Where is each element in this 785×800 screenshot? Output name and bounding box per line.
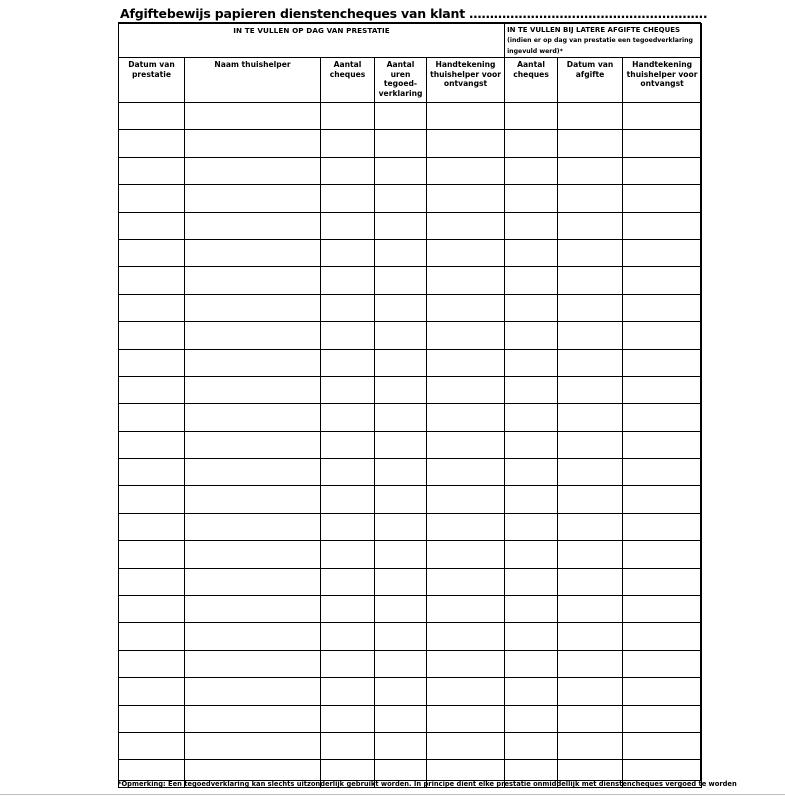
table-cell[interactable] bbox=[505, 322, 558, 349]
table-cell[interactable] bbox=[321, 678, 375, 705]
table-cell[interactable] bbox=[185, 349, 321, 376]
table-cell[interactable] bbox=[623, 103, 702, 130]
table-cell[interactable] bbox=[623, 212, 702, 239]
table-cell[interactable] bbox=[321, 513, 375, 540]
table-cell[interactable] bbox=[321, 157, 375, 184]
table-cell[interactable] bbox=[558, 376, 623, 403]
table-cell[interactable] bbox=[558, 404, 623, 431]
table-cell[interactable] bbox=[427, 212, 505, 239]
table-cell[interactable] bbox=[427, 103, 505, 130]
table-cell[interactable] bbox=[505, 349, 558, 376]
table-cell[interactable] bbox=[505, 486, 558, 513]
table-cell[interactable] bbox=[505, 212, 558, 239]
table-cell[interactable] bbox=[558, 349, 623, 376]
table-row bbox=[119, 157, 702, 184]
table-row bbox=[119, 322, 702, 349]
table-cell[interactable] bbox=[119, 322, 185, 349]
table-cell[interactable] bbox=[623, 732, 702, 759]
table-cell[interactable] bbox=[321, 376, 375, 403]
cheque-table bbox=[118, 23, 702, 788]
table-cell[interactable] bbox=[558, 157, 623, 184]
table-cell[interactable] bbox=[505, 705, 558, 732]
table-cell[interactable] bbox=[558, 623, 623, 650]
table-cell[interactable] bbox=[185, 267, 321, 294]
table-cell[interactable] bbox=[558, 322, 623, 349]
table-cell[interactable] bbox=[185, 130, 321, 157]
table-cell[interactable] bbox=[185, 596, 321, 623]
table-row bbox=[119, 568, 702, 595]
table-cell[interactable] bbox=[558, 103, 623, 130]
table-cell[interactable] bbox=[321, 486, 375, 513]
table-frame bbox=[118, 23, 701, 781]
table-cell[interactable] bbox=[558, 732, 623, 759]
table-cell[interactable] bbox=[375, 486, 427, 513]
table-cell[interactable] bbox=[119, 568, 185, 595]
table-cell[interactable] bbox=[427, 431, 505, 458]
table-cell[interactable] bbox=[375, 431, 427, 458]
table-cell[interactable] bbox=[505, 596, 558, 623]
table-cell[interactable] bbox=[185, 732, 321, 759]
table-row bbox=[119, 486, 702, 513]
table-cell[interactable] bbox=[321, 431, 375, 458]
table-cell[interactable] bbox=[427, 541, 505, 568]
table-cell[interactable] bbox=[321, 596, 375, 623]
table-cell[interactable] bbox=[119, 103, 185, 130]
table-row bbox=[119, 267, 702, 294]
table-cell[interactable] bbox=[623, 486, 702, 513]
table-cell[interactable] bbox=[321, 212, 375, 239]
table-cell[interactable] bbox=[375, 596, 427, 623]
table-cell[interactable] bbox=[375, 459, 427, 486]
table-cell[interactable] bbox=[321, 568, 375, 595]
table-cell[interactable] bbox=[558, 486, 623, 513]
table-cell[interactable] bbox=[427, 376, 505, 403]
table-cell[interactable] bbox=[375, 404, 427, 431]
table-cell[interactable] bbox=[427, 678, 505, 705]
table-cell[interactable] bbox=[427, 596, 505, 623]
table-cell[interactable] bbox=[623, 568, 702, 595]
table-cell[interactable] bbox=[623, 239, 702, 266]
table-cell[interactable] bbox=[427, 130, 505, 157]
table-cell[interactable] bbox=[623, 404, 702, 431]
table-cell[interactable] bbox=[505, 650, 558, 677]
table-cell[interactable] bbox=[321, 705, 375, 732]
column-header-6: Aantal cheques bbox=[505, 58, 558, 103]
table-cell[interactable] bbox=[427, 732, 505, 759]
table-cell[interactable] bbox=[505, 294, 558, 321]
table-cell[interactable] bbox=[185, 212, 321, 239]
table-cell[interactable] bbox=[558, 678, 623, 705]
table-cell[interactable] bbox=[375, 541, 427, 568]
table-cell[interactable] bbox=[558, 212, 623, 239]
table-cell[interactable] bbox=[375, 650, 427, 677]
table-cell[interactable] bbox=[119, 130, 185, 157]
table-cell[interactable] bbox=[427, 157, 505, 184]
form-sheet bbox=[118, 5, 708, 98]
page-bottom-rule bbox=[0, 794, 785, 795]
table-cell[interactable] bbox=[375, 732, 427, 759]
section-header-note: (indien er op dag van prestatie een tegoedverklaring ingevuld werd)* bbox=[507, 37, 693, 55]
table-cell[interactable] bbox=[505, 376, 558, 403]
table-row bbox=[119, 239, 702, 266]
table-cell[interactable] bbox=[505, 541, 558, 568]
table-cell[interactable] bbox=[185, 650, 321, 677]
table-cell[interactable] bbox=[119, 541, 185, 568]
table-cell[interactable] bbox=[558, 267, 623, 294]
table-cell[interactable] bbox=[623, 294, 702, 321]
column-header-8: Handtekening thuishelper voor ontvangst bbox=[623, 58, 702, 103]
table-cell[interactable] bbox=[505, 678, 558, 705]
table-cell[interactable] bbox=[119, 596, 185, 623]
table-cell[interactable] bbox=[623, 513, 702, 540]
table-cell[interactable] bbox=[427, 404, 505, 431]
table-cell[interactable] bbox=[119, 431, 185, 458]
table-cell[interactable] bbox=[623, 349, 702, 376]
table-cell[interactable] bbox=[321, 650, 375, 677]
table-row bbox=[119, 294, 702, 321]
table-cell[interactable] bbox=[375, 349, 427, 376]
table-cell[interactable] bbox=[321, 732, 375, 759]
table-cell[interactable] bbox=[321, 459, 375, 486]
table-row bbox=[119, 431, 702, 458]
table-cell[interactable] bbox=[185, 513, 321, 540]
table-row bbox=[119, 130, 702, 157]
table-cell[interactable] bbox=[119, 157, 185, 184]
table-row bbox=[119, 376, 702, 403]
table-cell[interactable] bbox=[321, 322, 375, 349]
table-cell[interactable] bbox=[185, 678, 321, 705]
table-cell[interactable] bbox=[427, 459, 505, 486]
table-cell[interactable] bbox=[119, 732, 185, 759]
table-cell[interactable] bbox=[185, 239, 321, 266]
table-cell[interactable] bbox=[119, 650, 185, 677]
table-cell[interactable] bbox=[427, 294, 505, 321]
table-cell[interactable] bbox=[185, 431, 321, 458]
table-cell[interactable] bbox=[558, 541, 623, 568]
table-row bbox=[119, 103, 702, 130]
table-cell[interactable] bbox=[558, 513, 623, 540]
table-cell[interactable] bbox=[321, 103, 375, 130]
column-header-3: Aantal cheques bbox=[321, 58, 375, 103]
table-cell[interactable] bbox=[427, 486, 505, 513]
table-cell[interactable] bbox=[185, 322, 321, 349]
table-row bbox=[119, 459, 702, 486]
table-cell[interactable] bbox=[623, 322, 702, 349]
table-cell[interactable] bbox=[558, 294, 623, 321]
table-cell[interactable] bbox=[623, 157, 702, 184]
table-cell[interactable] bbox=[375, 157, 427, 184]
table-cell[interactable] bbox=[119, 349, 185, 376]
table-cell[interactable] bbox=[505, 459, 558, 486]
table-cell[interactable] bbox=[558, 130, 623, 157]
form-title: Afgiftebewijs papieren dienstencheques van klant …………………………………………………. bbox=[120, 6, 708, 21]
table-cell[interactable] bbox=[185, 459, 321, 486]
table-cell[interactable] bbox=[623, 678, 702, 705]
table-cell[interactable] bbox=[427, 623, 505, 650]
table-cell[interactable] bbox=[185, 376, 321, 403]
table-cell[interactable] bbox=[375, 294, 427, 321]
table-cell[interactable] bbox=[623, 267, 702, 294]
title-row bbox=[118, 5, 708, 23]
table-row bbox=[119, 212, 702, 239]
table-cell[interactable] bbox=[321, 541, 375, 568]
table-row bbox=[119, 650, 702, 677]
table-cell[interactable] bbox=[558, 596, 623, 623]
table-cell[interactable] bbox=[427, 267, 505, 294]
table-row bbox=[119, 513, 702, 540]
table-cell[interactable] bbox=[119, 459, 185, 486]
table-cell[interactable] bbox=[505, 130, 558, 157]
table-cell[interactable] bbox=[558, 705, 623, 732]
table-cell[interactable] bbox=[119, 239, 185, 266]
table-cell[interactable] bbox=[119, 623, 185, 650]
table-row bbox=[119, 541, 702, 568]
table-cell[interactable] bbox=[375, 185, 427, 212]
table-body bbox=[119, 103, 702, 788]
table-cell[interactable] bbox=[185, 157, 321, 184]
table-cell[interactable] bbox=[185, 486, 321, 513]
table-cell[interactable] bbox=[119, 376, 185, 403]
table-cell[interactable] bbox=[375, 239, 427, 266]
table-cell[interactable] bbox=[427, 185, 505, 212]
footnote: *Opmerking: Een tegoedverklaring kan slechts uitzonderlijk gebruikt worden. In principe dient elke prestatie onmiddellijk met dienstencheques vergoed te worden bbox=[118, 780, 737, 788]
table-cell[interactable] bbox=[375, 623, 427, 650]
table-cell[interactable] bbox=[427, 568, 505, 595]
table-cell[interactable] bbox=[623, 185, 702, 212]
table-cell[interactable] bbox=[119, 486, 185, 513]
table-cell[interactable] bbox=[623, 650, 702, 677]
table-cell[interactable] bbox=[321, 239, 375, 266]
table-cell[interactable] bbox=[375, 705, 427, 732]
table-cell[interactable] bbox=[321, 185, 375, 212]
table-cell[interactable] bbox=[119, 294, 185, 321]
table-row bbox=[119, 349, 702, 376]
table-cell[interactable] bbox=[321, 349, 375, 376]
column-header-7: Datum van afgifte bbox=[558, 58, 623, 103]
table-cell[interactable] bbox=[505, 404, 558, 431]
table-cell[interactable] bbox=[558, 650, 623, 677]
table-cell[interactable] bbox=[558, 239, 623, 266]
table-cell[interactable] bbox=[623, 130, 702, 157]
table-cell[interactable] bbox=[505, 185, 558, 212]
table-cell[interactable] bbox=[185, 103, 321, 130]
table-cell[interactable] bbox=[623, 459, 702, 486]
table-cell[interactable] bbox=[185, 294, 321, 321]
table-row bbox=[119, 623, 702, 650]
column-header-5: Handtekening thuishelper voor ontvangst bbox=[427, 58, 505, 103]
table-cell[interactable] bbox=[185, 185, 321, 212]
table-cell[interactable] bbox=[321, 294, 375, 321]
section-header-main: IN TE VULLEN BIJ LATERE AFGIFTE CHEQUES bbox=[507, 26, 681, 34]
table-cell[interactable] bbox=[623, 623, 702, 650]
table-cell[interactable] bbox=[505, 568, 558, 595]
table-cell[interactable] bbox=[505, 157, 558, 184]
table-cell[interactable] bbox=[558, 431, 623, 458]
table-cell[interactable] bbox=[623, 541, 702, 568]
section-header-prestatie: IN TE VULLEN OP DAG VAN PRESTATIE bbox=[119, 24, 505, 58]
table-cell[interactable] bbox=[185, 541, 321, 568]
table-cell[interactable] bbox=[375, 103, 427, 130]
table-cell[interactable] bbox=[558, 185, 623, 212]
column-header-4: Aantal uren tegoed- verklaring bbox=[375, 58, 427, 103]
table-cell[interactable] bbox=[427, 650, 505, 677]
table-cell[interactable] bbox=[427, 322, 505, 349]
table-row bbox=[119, 705, 702, 732]
table-cell[interactable] bbox=[505, 267, 558, 294]
table-cell[interactable] bbox=[623, 705, 702, 732]
table-cell[interactable] bbox=[321, 130, 375, 157]
table-cell[interactable] bbox=[321, 267, 375, 294]
table-cell[interactable] bbox=[505, 239, 558, 266]
table-cell[interactable] bbox=[119, 404, 185, 431]
table-cell[interactable] bbox=[623, 431, 702, 458]
table-cell[interactable] bbox=[119, 185, 185, 212]
table-cell[interactable] bbox=[375, 513, 427, 540]
table-cell[interactable] bbox=[558, 568, 623, 595]
table-cell[interactable] bbox=[321, 404, 375, 431]
table-cell[interactable] bbox=[505, 732, 558, 759]
table-cell[interactable] bbox=[185, 568, 321, 595]
column-header-row bbox=[119, 58, 702, 103]
table-cell[interactable] bbox=[119, 705, 185, 732]
table-cell[interactable] bbox=[119, 513, 185, 540]
table-cell[interactable] bbox=[427, 513, 505, 540]
section-header-latere-afgifte bbox=[505, 24, 702, 58]
table-cell[interactable] bbox=[505, 513, 558, 540]
table-row bbox=[119, 185, 702, 212]
table-row bbox=[119, 404, 702, 431]
table-cell[interactable] bbox=[119, 678, 185, 705]
table-cell[interactable] bbox=[427, 349, 505, 376]
table-row bbox=[119, 678, 702, 705]
column-header-2: Naam thuishelper bbox=[185, 58, 321, 103]
column-header-1: Datum van prestatie bbox=[119, 58, 185, 103]
table-cell[interactable] bbox=[558, 459, 623, 486]
table-cell[interactable] bbox=[321, 623, 375, 650]
table-cell[interactable] bbox=[623, 376, 702, 403]
table-cell[interactable] bbox=[375, 678, 427, 705]
table-cell[interactable] bbox=[119, 267, 185, 294]
table-cell[interactable] bbox=[375, 130, 427, 157]
table-cell[interactable] bbox=[185, 404, 321, 431]
table-cell[interactable] bbox=[427, 239, 505, 266]
table-cell[interactable] bbox=[375, 322, 427, 349]
table-row bbox=[119, 732, 702, 759]
table-cell[interactable] bbox=[375, 267, 427, 294]
table-cell[interactable] bbox=[427, 705, 505, 732]
table-cell[interactable] bbox=[375, 376, 427, 403]
table-row bbox=[119, 596, 702, 623]
table-cell[interactable] bbox=[185, 623, 321, 650]
table-cell[interactable] bbox=[185, 705, 321, 732]
table-cell[interactable] bbox=[375, 568, 427, 595]
table-cell[interactable] bbox=[375, 212, 427, 239]
table-cell[interactable] bbox=[505, 431, 558, 458]
table-cell[interactable] bbox=[505, 623, 558, 650]
table-cell[interactable] bbox=[623, 596, 702, 623]
table-cell[interactable] bbox=[119, 212, 185, 239]
table-cell[interactable] bbox=[505, 103, 558, 130]
